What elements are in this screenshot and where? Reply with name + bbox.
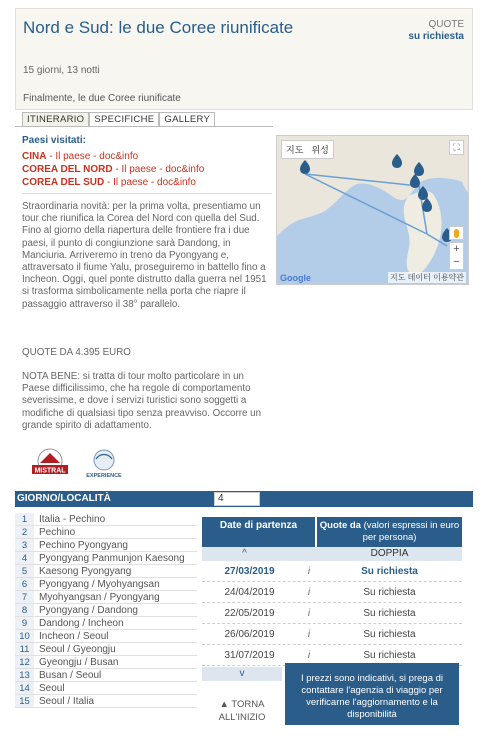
quotes-header-note: (valori espressi in euro per persona)	[360, 520, 460, 543]
map-type-satellite[interactable]: 위성	[311, 145, 329, 155]
map-type-map[interactable]: 지도	[286, 145, 304, 155]
day-place[interactable]: Dandong / Incheon	[39, 618, 124, 629]
itinerary-day[interactable]	[15, 682, 197, 695]
itinerary-day[interactable]	[15, 526, 197, 539]
itinerary-day[interactable]	[15, 565, 197, 578]
day-number: 6	[15, 578, 34, 590]
country-cina[interactable]: CINA - Il paese - doc&info	[22, 151, 139, 162]
dates-table-header	[202, 517, 462, 547]
tab-divider	[15, 126, 273, 127]
experience-logo-text: EXPERIENCE	[86, 473, 122, 479]
quotes-header-bold: Quote da	[319, 520, 361, 531]
country-name[interactable]: COREA DEL NORD	[22, 164, 113, 175]
day-number: 8	[15, 604, 34, 616]
quotes-header	[317, 517, 462, 547]
itinerary-day-selector[interactable]: 4	[214, 492, 260, 506]
day-place[interactable]: Pyongyang / Myohyangsan	[39, 579, 160, 590]
day-number: 13	[15, 669, 34, 681]
day-number: 10	[15, 630, 34, 642]
tour-tagline: Finalmente, le due Coree riunificate	[23, 93, 181, 104]
itinerary-day[interactable]	[15, 552, 197, 565]
day-number: 9	[15, 617, 34, 629]
google-logo: Google	[280, 273, 311, 283]
itinerary-day[interactable]	[15, 539, 197, 552]
tab-gallery[interactable]: GALLERY	[159, 112, 215, 126]
fullscreen-icon[interactable]: ⛶	[449, 140, 464, 155]
itinerary-day[interactable]	[15, 656, 197, 669]
day-number: 1	[15, 513, 34, 525]
day-place[interactable]: Busan / Seoul	[39, 670, 102, 681]
mistral-logo	[30, 447, 70, 481]
map-type-toggle[interactable]	[281, 140, 334, 159]
quote-value: su richiesta	[408, 31, 464, 42]
tour-note: NOTA BENE: si tratta di tour molto particolare in un Paese difficilissimo, che ha regole di comportamento severissime, e dove i servizi turistici sono soggetti a modifiche di qualsiasi tipo senza preavviso. Occorre un grande spirito di adattamento.	[22, 371, 262, 431]
date-row[interactable]	[202, 562, 462, 582]
day-number: 5	[15, 565, 34, 577]
itinerary-title: GIORNO/LOCALITÀ	[17, 493, 111, 504]
itinerary-day[interactable]	[15, 617, 197, 630]
day-place[interactable]: Pechino	[39, 527, 76, 538]
itinerary-day[interactable]	[15, 630, 197, 643]
day-number: 7	[15, 591, 34, 603]
departure-quote[interactable]: Su richiesta	[363, 587, 416, 598]
info-icon[interactable]: i	[307, 629, 311, 640]
day-place[interactable]: Myohyangsan / Pyongyang	[39, 592, 160, 603]
scroll-down-button[interactable]: v	[202, 667, 282, 681]
zoom-controls	[449, 242, 464, 270]
tab-specifiche[interactable]: SPECIFICHE	[89, 112, 159, 126]
departure-quote[interactable]: Su richiesta	[363, 608, 416, 619]
date-row[interactable]	[202, 604, 462, 624]
itinerary-day[interactable]	[15, 695, 197, 708]
departure-date[interactable]: 27/03/2019	[224, 566, 275, 577]
room-type-double: DOPPIA	[317, 547, 462, 561]
country-corea-sud[interactable]: COREA DEL SUD - Il paese - doc&info	[22, 177, 196, 188]
itinerary-day[interactable]	[15, 578, 197, 591]
departure-date[interactable]: 31/07/2019	[224, 650, 275, 661]
price-notice: I prezzi sono indicativi, si prega di contattare l'agenzia di viaggio per verificarne l'aggiornamento e la disponibilità	[285, 663, 459, 725]
day-place[interactable]: Seoul	[39, 683, 65, 694]
tour-duration: 15 giorni, 13 notti	[23, 65, 100, 76]
date-row[interactable]	[202, 583, 462, 603]
day-number: 2	[15, 526, 34, 538]
visited-countries-title: Paesi visitati:	[22, 135, 86, 146]
day-number: 15	[15, 695, 34, 707]
page-title: Nord e Sud: le due Coree riunificate	[23, 18, 294, 37]
tour-description: Straordinaria novità: per la prima volta, presentiamo un tour che riunifica la Corea del Nord con quella del Sud. Fino al giorno della riapertura delle frontiere fra i due paesi, il punto di congiunzione sarà Dandong, in Manciuria. Arriveremo in treno da Pyongyang e, attraversato il fiume Yalu, proseguiremo in battello fino a Incheon. Oggi, quel ponte distrutto dalla guerra nel 1951 si trasforma simbolicamente nella porta che riapre il passaggio attraverso il 38° parallelo.	[22, 201, 267, 310]
day-place[interactable]: Seoul / Gyeongju	[39, 644, 116, 655]
country-corea-nord[interactable]: COREA DEL NORD - Il paese - doc&info	[22, 164, 205, 175]
day-number: 11	[15, 643, 34, 655]
day-place[interactable]: Incheon / Seoul	[39, 631, 109, 642]
tour-header	[15, 8, 473, 110]
pegman-icon[interactable]	[449, 226, 464, 240]
route-map[interactable]	[276, 135, 469, 285]
info-icon[interactable]: i	[307, 587, 311, 598]
country-doc-link[interactable]: Il paese - doc&info	[121, 164, 205, 175]
tab-bar	[22, 112, 215, 126]
itinerary-day[interactable]	[15, 591, 197, 604]
date-row[interactable]	[202, 625, 462, 645]
scroll-up-button[interactable]: ^	[202, 547, 287, 561]
itinerary-bar	[15, 491, 473, 507]
quote-label: QUOTE	[428, 19, 464, 30]
mistral-logo-text: MISTRAL	[34, 467, 66, 475]
day-number: 3	[15, 539, 34, 551]
info-icon[interactable]: i	[307, 608, 311, 619]
departure-date[interactable]: 24/04/2019	[224, 587, 275, 598]
day-place[interactable]: Kaesong Pyongyang	[39, 566, 132, 577]
divider	[22, 193, 272, 194]
map-credit[interactable]: 지도 데이터 이용약관	[390, 273, 464, 282]
info-icon[interactable]: i	[307, 650, 311, 661]
day-place[interactable]: Pyongyang Panmunjon Kaesong	[39, 553, 185, 564]
departure-date[interactable]: 26/06/2019	[224, 629, 275, 640]
itinerary-day[interactable]	[15, 643, 197, 656]
itinerary-day[interactable]	[15, 604, 197, 617]
itinerary-day[interactable]	[15, 669, 197, 682]
day-number: 14	[15, 682, 34, 694]
itinerary-day[interactable]	[15, 513, 197, 526]
country-name[interactable]: CINA	[22, 151, 47, 162]
dates-subheader	[202, 547, 462, 561]
zoom-out-button[interactable]: −	[453, 256, 460, 268]
departure-quote[interactable]: Su richiesta	[361, 566, 418, 577]
departure-dates-header: Date di partenza	[202, 517, 315, 547]
day-place[interactable]: Pyongyang / Dandong	[39, 605, 138, 616]
zoom-in-button[interactable]: +	[453, 243, 460, 255]
departure-quote[interactable]: Su richiesta	[363, 629, 416, 640]
tab-itinerario[interactable]: ITINERARIO	[22, 112, 89, 126]
day-number: 12	[15, 656, 34, 668]
itinerary-list	[15, 513, 197, 708]
day-number: 4	[15, 552, 34, 564]
country-name[interactable]: COREA DEL SUD	[22, 177, 105, 188]
info-icon[interactable]: i	[307, 566, 311, 577]
experience-logo	[86, 447, 122, 481]
departure-quote[interactable]: Su richiesta	[363, 650, 416, 661]
day-place[interactable]: Seoul / Italia	[39, 696, 95, 707]
day-place[interactable]: Italia - Pechino	[39, 514, 106, 525]
country-doc-link[interactable]: Il paese - doc&info	[113, 177, 196, 188]
departure-date[interactable]: 22/05/2019	[224, 608, 275, 619]
day-place[interactable]: Gyeongju / Busan	[39, 657, 119, 668]
price-from: QUOTE DA 4.395 EURO	[22, 347, 131, 358]
country-doc-link[interactable]: Il paese - doc&info	[55, 151, 139, 162]
back-to-top-link[interactable]: ▲ TORNA ALL'INIZIO	[218, 699, 266, 723]
subheader-spacer	[287, 547, 317, 561]
day-place[interactable]: Pechino Pyongyang	[39, 540, 128, 551]
